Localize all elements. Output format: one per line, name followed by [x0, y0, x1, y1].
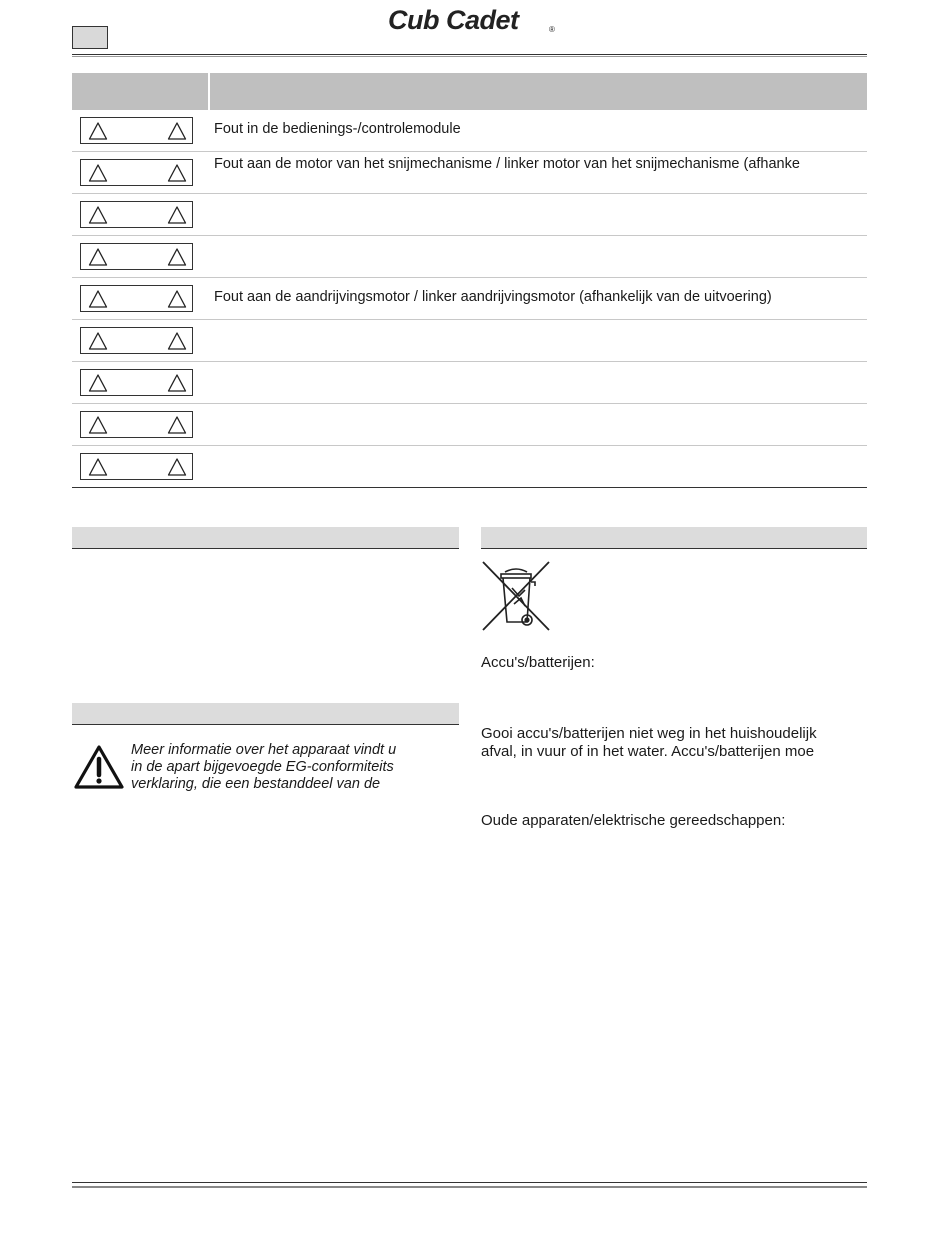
error-indicator-box — [80, 453, 193, 480]
error-indicator-box — [80, 201, 193, 228]
warning-triangle-icon — [88, 457, 108, 477]
table-row — [72, 110, 867, 152]
error-table — [72, 73, 867, 488]
footer-rule — [72, 1182, 867, 1183]
error-indicator-box — [80, 117, 193, 144]
warning-icon — [73, 744, 125, 790]
warning-triangle-icon — [88, 415, 108, 435]
error-description: Fout aan de motor van het snijmechanisme / linker motor van het snijmechanisme (afhanke — [214, 156, 800, 172]
batteries-text-line: afval, in vuur of in het water. Accu's/batterijen moe — [481, 743, 815, 760]
section-header-left-2 — [72, 703, 459, 725]
table-row — [72, 362, 867, 404]
warning-triangle-icon — [167, 457, 187, 477]
page-number-box — [72, 26, 108, 49]
warning-line: in de apart bijgevoegde EG-conformiteits — [131, 759, 394, 775]
warning-triangle-icon — [88, 289, 108, 309]
warning-triangle-icon — [167, 331, 187, 351]
table-row — [72, 278, 867, 320]
error-indicator-box — [80, 369, 193, 396]
error-indicator-box — [80, 327, 193, 354]
warning-triangle-icon — [167, 373, 187, 393]
warning-triangle-icon — [167, 121, 187, 141]
header-rule — [72, 54, 867, 55]
crossed-out-bin-icon — [481, 560, 551, 632]
old-devices-heading: Oude apparaten/elektrische gereedschappen: — [481, 812, 786, 829]
warning-triangle-icon — [167, 163, 187, 183]
table-row — [72, 446, 867, 488]
error-indicator-box — [80, 411, 193, 438]
table-header-icon-column — [72, 73, 208, 110]
error-indicator-box — [80, 243, 193, 270]
warning-triangle-icon — [88, 121, 108, 141]
table-header-description-column — [210, 73, 867, 110]
registered-mark: ® — [549, 25, 555, 34]
footer-rule-thick — [72, 1186, 867, 1188]
warning-triangle-icon — [88, 247, 108, 267]
warning-line: Meer informatie over het apparaat vindt u — [131, 742, 397, 758]
section-header-right — [481, 527, 867, 549]
section-header-left-1 — [72, 527, 459, 549]
header-rule-thin — [72, 56, 867, 57]
table-row — [72, 236, 867, 278]
warning-triangle-icon — [88, 373, 108, 393]
table-header — [72, 73, 867, 110]
warning-triangle-icon — [88, 205, 108, 225]
error-indicator-box — [80, 285, 193, 312]
table-row — [72, 320, 867, 362]
warning-triangle-icon — [88, 163, 108, 183]
warning-text — [131, 742, 459, 793]
warning-triangle-icon — [167, 247, 187, 267]
error-indicator-box — [80, 159, 193, 186]
batteries-text-line: Gooi accu's/batterijen niet weg in het huishoudelijk — [481, 725, 817, 742]
warning-triangle-icon — [167, 415, 187, 435]
error-description: Fout in de bedienings-/controlemodule — [214, 121, 461, 137]
table-row — [72, 152, 867, 194]
cub-cadet-logo — [386, 6, 558, 34]
error-description: Fout aan de aandrijvingsmotor / linker aandrijvingsmotor (afhankelijk van de uitvoering) — [214, 289, 772, 305]
logo-text: Cub Cadet — [388, 6, 519, 34]
table-row — [72, 194, 867, 236]
warning-triangle-icon — [167, 205, 187, 225]
warning-triangle-icon — [167, 289, 187, 309]
warning-line: verklaring, die een bestanddeel van de — [131, 776, 381, 792]
batteries-heading: Accu's/batterijen: — [481, 654, 595, 671]
table-row — [72, 404, 867, 446]
warning-triangle-icon — [88, 331, 108, 351]
